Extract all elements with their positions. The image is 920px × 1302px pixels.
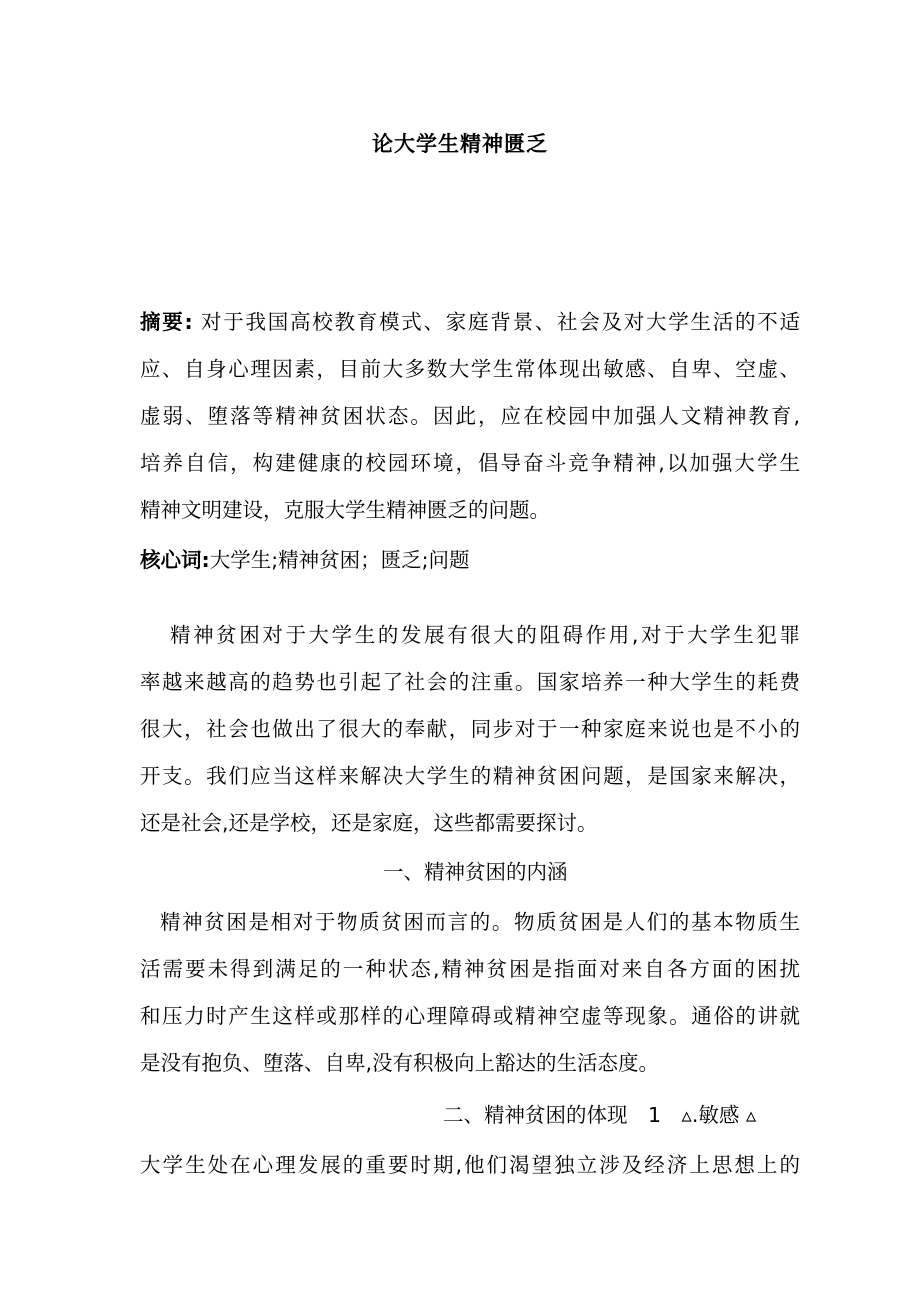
section-1-line-2: 活需要未得到满足的一种状态,精神贫困是指面对来自各方面的困扰 — [140, 957, 800, 981]
section-1-heading: 一、精神贫困的内涵 — [383, 860, 568, 884]
abstract-line-4: 培养自信，构建健康的校园环境，倡导奋斗竞争精神,以加强大学生 — [140, 451, 800, 475]
document-title: 论大学生精神匮乏 — [372, 132, 548, 156]
abstract-text: 对于我国高校教育模式、家庭背景、社会及对大学生活的不适 — [200, 310, 800, 334]
section-2-line-1: 大学生处在心理发展的重要时期,他们渴望独立涉及经济上思想上的 — [140, 1153, 800, 1177]
intro-line-2: 率越来越高的趋势也引起了社会的注重。国家培养一种大学生的耗费 — [140, 670, 800, 694]
intro-line-5: 还是社会,还是学校，还是家庭，这些都需要探讨。 — [140, 811, 598, 835]
section-1-line-1: 精神贫困是相对于物质贫困而言的。物质贫困是人们的基本物质生 — [160, 910, 800, 934]
section-1-line-4: 是没有抱负、堕落、自卑,没有积极向上豁达的生活态度。 — [140, 1051, 660, 1075]
section-1-line-3: 和压力时产生这样或那样的心理障碍或精神空虚等现象。通俗的讲就 — [140, 1004, 800, 1028]
abstract-label: 摘要: — [140, 310, 193, 334]
section-2-heading: 二、精神贫困的体现 1 ▵.敏感 ▵ — [443, 1103, 757, 1127]
intro-line-1: 精神贫困对于大学生的发展有很大的阻碍作用,对于大学生犯罪 — [170, 623, 800, 647]
intro-line-4: 开支。我们应当这样来解决大学生的精神贫困问题，是国家来解决， — [140, 764, 800, 788]
abstract-line-1 — [140, 307, 800, 337]
keywords-text: 大学生;精神贫困；匮乏;问题 — [209, 548, 470, 572]
keywords-label: 核心词: — [140, 548, 210, 572]
abstract-line-2: 应、自身心理因素，目前大多数大学生常体现出敏感、自卑、空虚、 — [140, 357, 800, 381]
abstract-line-3: 虚弱、堕落等精神贫困状态。因此，应在校园中加强人文精神教育, — [140, 404, 800, 428]
keywords-line — [140, 545, 800, 575]
intro-line-3: 很大，社会也做出了很大的奉献，同步对于一种家庭来说也是不小的 — [140, 717, 800, 741]
abstract-line-5: 精神文明建设，克服大学生精神匮乏的问题。 — [140, 498, 550, 522]
